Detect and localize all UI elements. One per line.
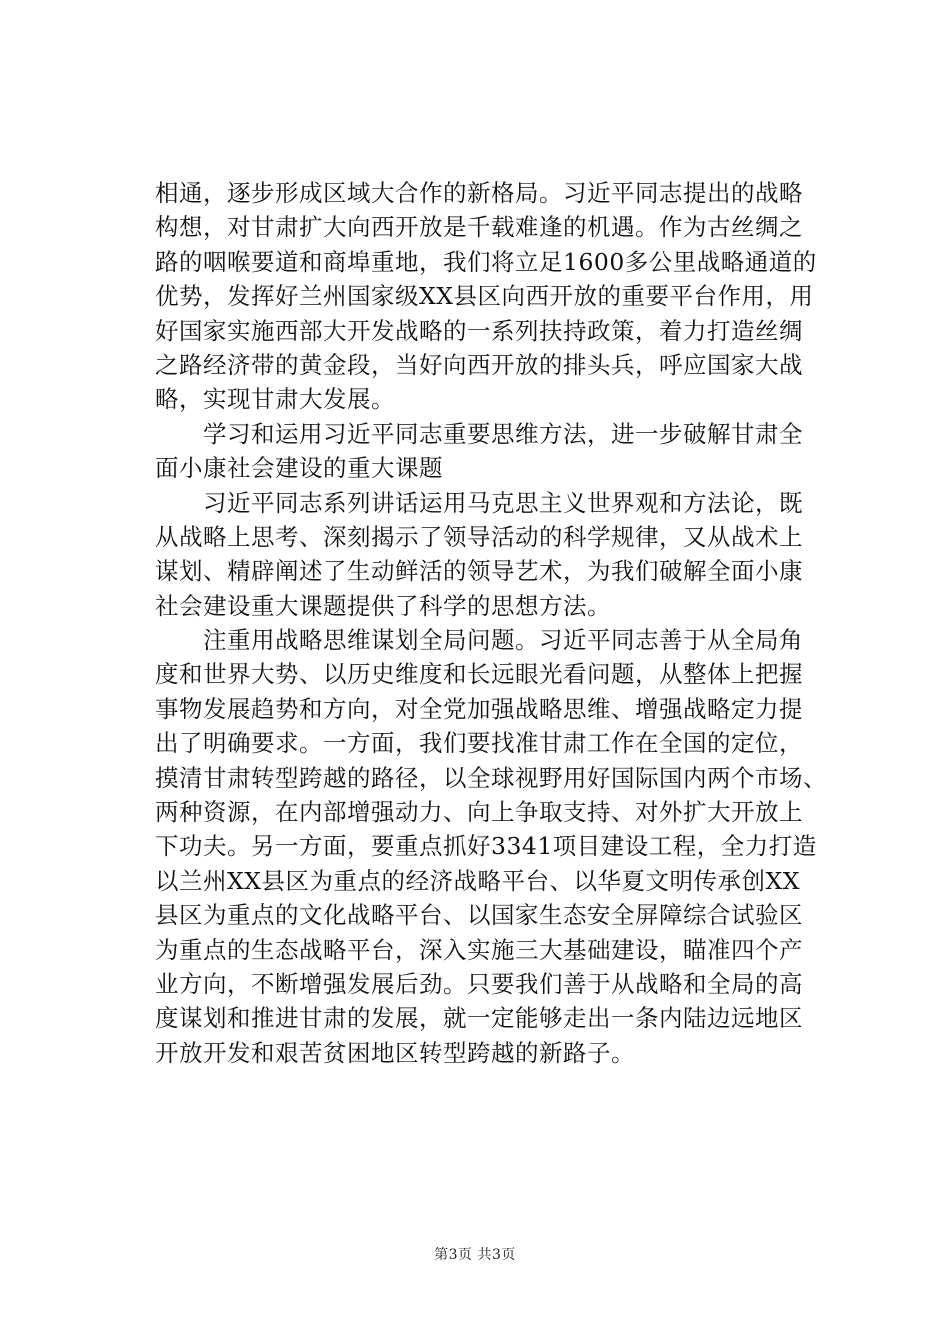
text-line: 出了明确要求。一方面，我们要找准甘肃工作在全国的定位， <box>155 729 803 758</box>
text-line: 优势，发挥好兰州国家级XX县区向西开放的重要平台作用，用 <box>155 282 814 311</box>
text-line: 事物发展趋势和方向，对全党加强战略思维、增强战略定力提 <box>155 694 803 723</box>
body-text <box>155 176 835 1070</box>
text-line: 略，实现甘肃大发展。 <box>155 385 395 414</box>
text-line: 相通，逐步形成区域大合作的新格局。习近平同志提出的战略 <box>155 179 803 207</box>
text-line: 面小康社会建设的重大课题 <box>155 454 443 483</box>
text-line: 好国家实施西部大开发战略的一系列扶持政策，着力打造丝绸 <box>155 316 803 345</box>
text-line: 构想，对甘肃扩大向西开放是千载难逢的机遇。作为古丝绸之 <box>155 213 803 242</box>
text-line: 度和世界大势、以历史维度和长远眼光看问题，从整体上把握 <box>155 660 803 689</box>
text-line: 为重点的生态战略平台，深入实施三大基础建设，瞄准四个产 <box>155 935 803 964</box>
text-line: 习近平同志系列讲话运用马克思主义世界观和方法论，既 <box>155 488 803 517</box>
text-line: 注重用战略思维谋划全局问题。习近平同志善于从全局角 <box>155 626 803 655</box>
text-line: 业方向，不断增强发展后劲。只要我们善于从战略和全局的高 <box>155 969 803 998</box>
text-line: 从战略上思考、深刻揭示了领导活动的科学规律，又从战术上 <box>155 522 803 551</box>
text-line: 社会建设重大课题提供了科学的思想方法。 <box>155 591 611 620</box>
text-line: 两种资源，在内部增强动力、向上争取支持、对外扩大开放上 <box>155 798 803 827</box>
text-line: 县区为重点的文化战略平台、以国家生态安全屏障综合试验区 <box>155 901 803 930</box>
text-line: 度谋划和推进甘肃的发展，就一定能够走出一条内陆边远地区 <box>155 1004 803 1033</box>
text-line: 路的咽喉要道和商埠重地，我们将立足1600多公里战略通道的 <box>155 247 817 276</box>
text-line: 谋划、精辟阐述了生动鲜活的领导艺术，为我们破解全面小康 <box>155 557 803 586</box>
text-line: 摸清甘肃转型跨越的路径，以全球视野用好国际国内两个市场、 <box>155 763 827 792</box>
text-line: 之路经济带的黄金段，当好向西开放的排头兵，呼应国家大战 <box>155 350 803 379</box>
text-line: 以兰州XX县区为重点的经济战略平台、以华夏文明传承创XX <box>155 866 800 895</box>
text-line: 开放开发和艰苦贫困地区转型跨越的新路子。 <box>155 1038 635 1067</box>
text-line: 学习和运用习近平同志重要思维方法，进一步破解甘肃全 <box>155 419 803 448</box>
text-line: 下功夫。另一方面，要重点抓好3341项目建设工程，全力打造 <box>155 832 817 861</box>
page-number-footer: 第3页 共3页 <box>434 1247 516 1263</box>
